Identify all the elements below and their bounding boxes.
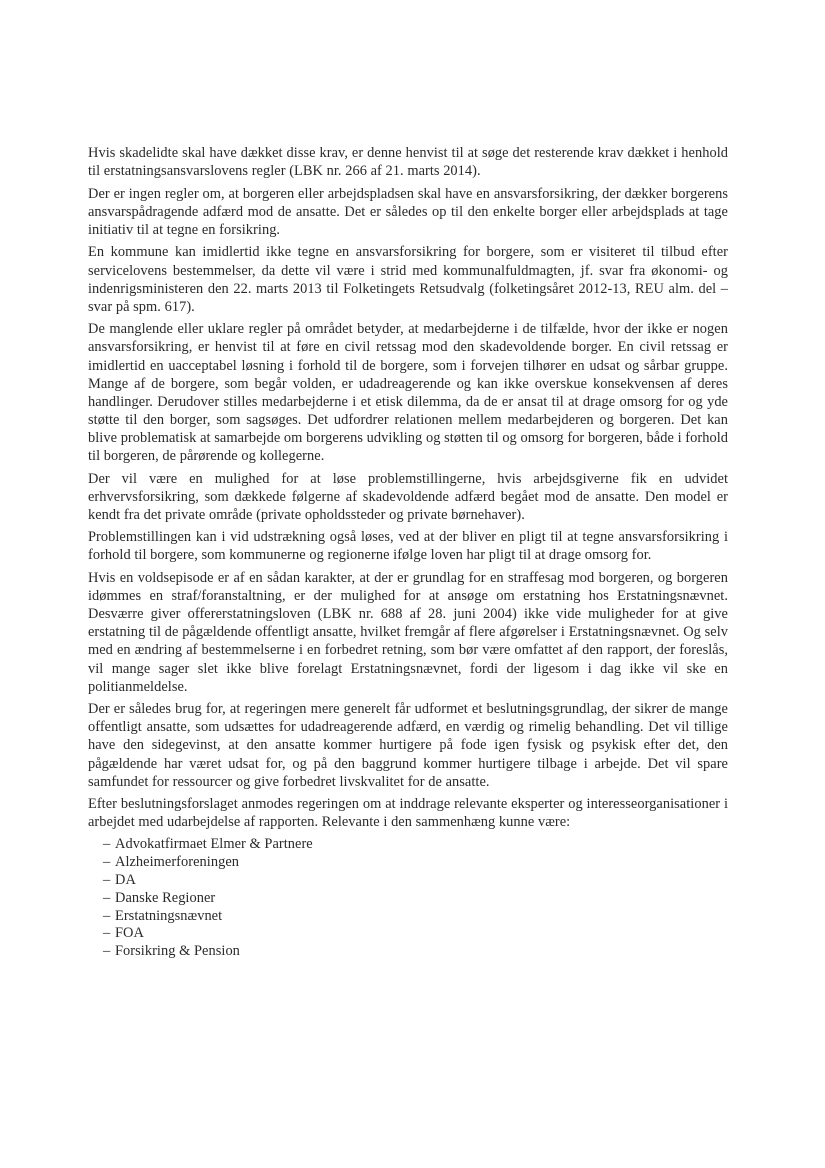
dash-marker: – xyxy=(103,871,111,888)
organization-name: Advokatfirmaet Elmer & Partnere xyxy=(115,835,313,852)
list-item xyxy=(103,872,728,890)
organization-list xyxy=(88,836,728,961)
list-item xyxy=(103,908,728,926)
organization-name: Erstatningsnævnet xyxy=(115,907,223,924)
paragraph-ingen-regler: Der er ingen regler om, at borgeren eller arbejdspladsen skal have en ansvarsforsikring, der dækker borgerens ansvarspådragende adfærd mod de ansatte. Det er således op til den enkelte borger eller arbejdsplads at tage initiativ til at tegne en forsikring. xyxy=(88,185,728,238)
paragraph-voldsepisode: Hvis en voldsepisode er af en sådan karakter, at der er grundlag for en straffesag mod borgeren, og borgeren idømmes en straf/foranstaltning, er der mulighed for at ansøge om erstatning hos Erstatningsnævnet. Desværre giver offererstatningsloven (LBK nr. 688 af 28. juni 2004) ikke vide muligheder for at give erstatning til de pågældende offentligt ansatte, hvilket fremgår af flere afgørelser i Erstatningsnævnet. Og selv med en ændring af bestemmelserne i en forbedret retning, som bør være omfattet af den rapport, der foreslås, vil mange sager slet ikke blive forelagt Erstatningsnævnet, fordi der ligesom i dag ikke vil ske en politianmeldelse. xyxy=(88,570,728,695)
paragraph-manglende-regler: De manglende eller uklare regler på området betyder, at medarbejderne i de tilfælde, hvor der ikke er nogen ansvarsforsikring, er henvist til at føre en civil retssag mod den skadevoldende borger. En civil retssag er imidlertid en uacceptabel løsning i forhold til de borgere, som i forvejen tilhører en udsat og sårbar gruppe. Mange af de borgere, som begår volden, er udadreagerende og kan ikke overskue konsekvensen af deres handlinger. Derudover stilles medarbejderne i et etisk dilemma, da de er ansat til at drage omsorg for og yde støtte til den borger, som sagsøges. Det udfordrer relationen mellem medarbejderen og borgeren. Det kan blive problematisk at samarbejde om borgerens udvikling og støtten til og omsorg for borgeren, både i forhold til borgeren, de pårørende og kollegerne. xyxy=(88,321,728,464)
dash-marker: – xyxy=(103,889,111,906)
organization-name: FOA xyxy=(115,925,144,942)
paragraph-relevante-eksperter: Efter beslutningsforslaget anmodes regeringen om at inddrage relevante eksperter og interesseorganisationer i arbejdet med udarbejdelse af rapporten. Relevante i den sammenhæng kunne være: xyxy=(88,796,728,831)
organization-name: Alzheimerforeningen xyxy=(115,853,240,870)
dash-marker: – xyxy=(103,943,111,960)
list-item xyxy=(103,854,728,872)
list-item xyxy=(103,836,728,854)
organization-name: Forsikring & Pension xyxy=(115,943,240,960)
dash-marker: – xyxy=(103,853,111,870)
list-item xyxy=(103,925,728,943)
paragraph-kommune-forsikring: En kommune kan imidlertid ikke tegne en ansvarsforsikring for borgere, som er visiteret til tilbud efter servicelovens bestemmelser, da dette vil være i strid med kommunalfuldmagten, jf. svar fra økonomi- og indenrigsministeren den 22. marts 2013 til Folketingets Retsudvalg (folketingsåret 2012-13, REU alm. del – svar på spm. 617). xyxy=(88,244,728,315)
paragraph-pligt-ansvarsforsikring: Problemstillingen kan i vid udstrækning også løses, ved at der bliver en pligt til at tegne ansvarsforsikring i forhold til borgere, som kommunerne og regionerne ifølge loven har pligt til at drage omsorg for. xyxy=(88,529,728,564)
list-item xyxy=(103,943,728,961)
organization-name: DA xyxy=(115,871,136,888)
paragraph-erhvervsforsikring: Der vil være en mulighed for at løse problemstillingerne, hvis arbejdsgiverne fik en udvidet erhvervsforsikring, som dækkede følgerne af skadevoldende adfærd begået mod de ansatte. Den model er kendt fra det private område (private opholdssteder og private børnehaver). xyxy=(88,470,728,523)
paragraph-beslutningsgrundlag: Der er således brug for, at regeringen mere generelt får udformet et beslutningsgrundlag, der sikrer de mange offentligt ansatte, som udsættes for udadreagerende adfærd, en værdig og rimelig behandling. Det vil tillige have den sidegevinst, at den ansatte kommer hurtigere på fode igen fysisk og psykisk efter det, den pågældende har været udsat for, og på den baggrund kommer hurtigere tilbage i arbejde. Det vil spare samfundet for ressourcer og give forbedret livskvalitet for de ansatte. xyxy=(88,701,728,790)
dash-marker: – xyxy=(103,835,111,852)
list-item xyxy=(103,890,728,908)
organization-name: Danske Regioner xyxy=(115,889,216,906)
dash-marker: – xyxy=(103,907,111,924)
body-text xyxy=(88,144,728,961)
dash-marker: – xyxy=(103,925,111,942)
paragraph-erstatningsansvar: Hvis skadelidte skal have dækket disse krav, er denne henvist til at søge det resterende krav dækket i henhold til erstatningsansvarslovens regler (LBK nr. 266 af 21. marts 2014). xyxy=(88,145,728,180)
